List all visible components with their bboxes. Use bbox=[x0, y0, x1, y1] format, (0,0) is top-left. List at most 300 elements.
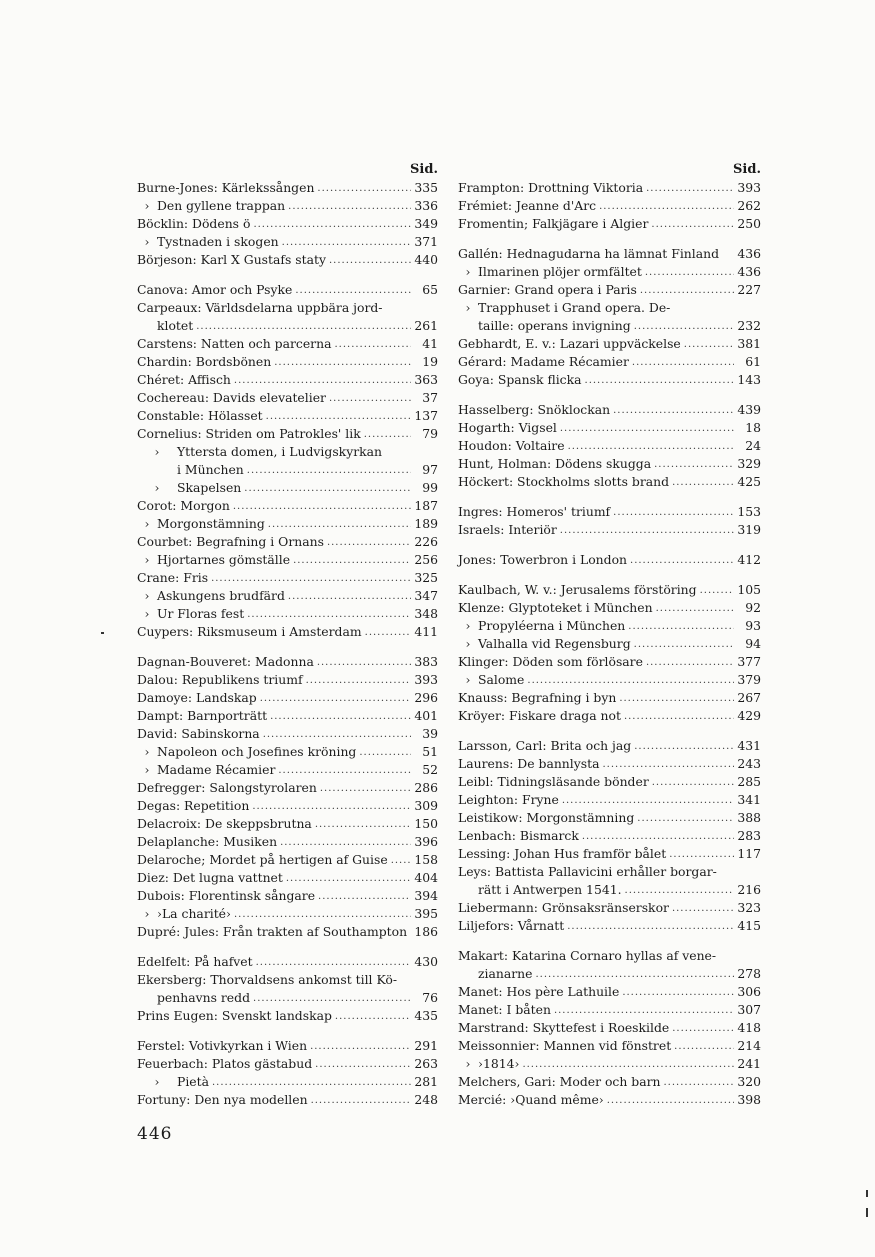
page-ref: 348 bbox=[414, 606, 438, 621]
page-ref: 381 bbox=[737, 336, 761, 351]
entry-title: Ingres: Homeros' triumf bbox=[458, 504, 611, 519]
entry-title: Höckert: Stockholms slotts brand bbox=[458, 474, 670, 489]
entry-title: Yttersta domen, i Ludvigskyrkan bbox=[177, 444, 382, 459]
page-ref: 411 bbox=[414, 624, 438, 639]
entry-title: Israels: Interiör bbox=[458, 522, 557, 537]
entry-title: Klenze: Glyptoteket i München bbox=[458, 600, 653, 615]
leader-dots bbox=[645, 265, 734, 281]
page-ref: 371 bbox=[414, 234, 438, 249]
index-entry bbox=[137, 671, 438, 689]
leader-dots bbox=[256, 955, 411, 971]
entry-title: Melchers, Gari: Moder och barn bbox=[458, 1074, 661, 1089]
page-ref: 189 bbox=[414, 516, 438, 531]
index-entry bbox=[458, 1019, 761, 1037]
leader-dots bbox=[672, 475, 734, 491]
index-entry bbox=[458, 581, 761, 599]
index-entry bbox=[458, 1037, 761, 1055]
page-ref: 439 bbox=[737, 402, 761, 417]
leader-dots bbox=[252, 799, 411, 815]
leader-dots bbox=[622, 985, 734, 1001]
index-entry bbox=[458, 635, 761, 653]
entry-title-continued: zianarne bbox=[478, 966, 533, 981]
entry-title: Marstrand: Skyttefest i Roeskilde bbox=[458, 1020, 670, 1035]
index-entry bbox=[137, 1007, 438, 1025]
leader-dots bbox=[335, 1009, 411, 1025]
leader-dots bbox=[212, 1075, 411, 1091]
index-entry bbox=[458, 755, 761, 773]
leader-dots bbox=[652, 775, 734, 791]
index-group bbox=[137, 1037, 438, 1109]
page-ref: 363 bbox=[414, 372, 438, 387]
entry-title: Leistikow: Morgonstämning bbox=[458, 810, 635, 825]
index-entry bbox=[458, 245, 761, 263]
entry-title: Askungens brudfärd bbox=[157, 588, 285, 603]
index-entry bbox=[137, 515, 438, 533]
leader-dots bbox=[233, 499, 411, 515]
leader-dots bbox=[310, 1039, 411, 1055]
index-entry bbox=[458, 401, 761, 419]
index-entry bbox=[137, 815, 438, 833]
index-entry bbox=[137, 233, 438, 251]
page-ref: 51 bbox=[422, 744, 438, 759]
entry-title: Hogarth: Vigsel bbox=[458, 420, 557, 435]
page-ref: 329 bbox=[737, 456, 761, 471]
entry-title-continued: taille: operans invigning bbox=[478, 318, 631, 333]
ditto-mark: › bbox=[465, 618, 471, 633]
leader-dots bbox=[527, 673, 734, 689]
entry-title: Meissonnier: Mannen vid fönstret bbox=[458, 1038, 672, 1053]
entry-title: Crane: Fris bbox=[137, 570, 209, 585]
entry-title: Leighton: Fryne bbox=[458, 792, 559, 807]
leader-dots bbox=[282, 235, 411, 251]
index-entry bbox=[137, 971, 438, 1007]
page-ref: 250 bbox=[737, 216, 761, 231]
index-column-right bbox=[458, 160, 761, 1109]
page-ref: 429 bbox=[737, 708, 761, 723]
index-entry bbox=[137, 533, 438, 551]
page-ref: 349 bbox=[414, 216, 438, 231]
entry-title: Dampt: Barnporträtt bbox=[137, 708, 268, 723]
index-entry bbox=[137, 923, 438, 941]
leader-dots bbox=[253, 217, 411, 233]
index-group bbox=[458, 551, 761, 569]
leader-dots bbox=[656, 601, 734, 617]
index-entry bbox=[137, 689, 438, 707]
entry-title: Cochereau: Davids elevatelier bbox=[137, 390, 326, 405]
page-ref: 319 bbox=[737, 522, 761, 537]
index-entry bbox=[137, 299, 438, 335]
ditto-mark: › bbox=[154, 1074, 160, 1089]
leader-dots bbox=[674, 1039, 734, 1055]
index-entry bbox=[137, 425, 438, 443]
index-entry bbox=[458, 773, 761, 791]
index-entry bbox=[137, 653, 438, 671]
entry-title: Dupré: Jules: Från trakten af Southampton bbox=[137, 924, 408, 939]
entry-title: Damoye: Landskap bbox=[137, 690, 257, 705]
entry-title: Diez: Det lugna vattnet bbox=[137, 870, 283, 885]
page-ref: 430 bbox=[414, 954, 438, 969]
leader-dots bbox=[630, 553, 734, 569]
leader-dots bbox=[317, 181, 411, 197]
ditto-mark: › bbox=[144, 198, 150, 213]
entry-title: Kröyer: Fiskare draga not bbox=[458, 708, 621, 723]
index-group bbox=[137, 179, 438, 269]
index-entry bbox=[137, 497, 438, 515]
ditto-mark: › bbox=[465, 1056, 471, 1071]
ditto-mark: › bbox=[144, 762, 150, 777]
index-entry bbox=[137, 251, 438, 269]
leader-dots bbox=[602, 757, 734, 773]
index-entry bbox=[137, 1073, 438, 1091]
leader-dots bbox=[247, 463, 411, 479]
entry-title: Degas: Repetition bbox=[137, 798, 250, 813]
sid-header-left: Sid. bbox=[410, 162, 438, 177]
page-ref: 263 bbox=[414, 1056, 438, 1071]
entry-title: Kaulbach, W. v.: Jerusalems förstöring bbox=[458, 582, 697, 597]
index-entry bbox=[458, 263, 761, 281]
index-entry bbox=[137, 587, 438, 605]
entry-title: Liljefors: Vårnatt bbox=[458, 918, 565, 933]
entry-title: Böcklin: Dödens ö bbox=[137, 216, 251, 231]
index-entry bbox=[458, 1091, 761, 1109]
index-entry bbox=[137, 725, 438, 743]
entry-title: Constable: Hölasset bbox=[137, 408, 263, 423]
leader-dots bbox=[270, 709, 411, 725]
index-entry bbox=[458, 737, 761, 755]
page-ref: 143 bbox=[737, 372, 761, 387]
page-ref: 137 bbox=[414, 408, 438, 423]
leader-dots bbox=[672, 1021, 734, 1037]
index-group bbox=[458, 401, 761, 491]
index-group bbox=[137, 953, 438, 1025]
page-ref: 186 bbox=[414, 924, 438, 939]
index-entry bbox=[137, 797, 438, 815]
page-ref: 94 bbox=[745, 636, 761, 651]
page-ref: 336 bbox=[414, 198, 438, 213]
leader-dots bbox=[263, 727, 411, 743]
index-group bbox=[137, 281, 438, 641]
entry-title: Defregger: Salongstyrolaren bbox=[137, 780, 317, 795]
leader-dots bbox=[582, 829, 734, 845]
index-entry bbox=[458, 455, 761, 473]
entry-title: Den gyllene trappan bbox=[157, 198, 286, 213]
page-ref: 395 bbox=[414, 906, 438, 921]
leader-dots bbox=[268, 517, 411, 533]
leader-dots bbox=[664, 1075, 735, 1091]
entry-title: Burne-Jones: Kärlekssången bbox=[137, 180, 315, 195]
page-ref: 393 bbox=[414, 672, 438, 687]
index-entry bbox=[137, 215, 438, 233]
index-entry bbox=[137, 707, 438, 725]
index-entry bbox=[137, 953, 438, 971]
leader-dots bbox=[568, 439, 734, 455]
leader-dots bbox=[364, 427, 411, 443]
index-group bbox=[458, 581, 761, 725]
index-entry bbox=[137, 833, 438, 851]
entry-title: Ferstel: Votivkyrkan i Wien bbox=[137, 1038, 308, 1053]
entry-title-continued: klotet bbox=[157, 318, 194, 333]
page-ref: 401 bbox=[414, 708, 438, 723]
index-entry bbox=[137, 623, 438, 641]
page-ref: 281 bbox=[414, 1074, 438, 1089]
ditto-mark: › bbox=[465, 300, 471, 315]
ditto-mark: › bbox=[465, 636, 471, 651]
index-entry bbox=[137, 335, 438, 353]
entry-title: Delaroche; Mordet på hertigen af Guise bbox=[137, 852, 388, 867]
leader-dots bbox=[274, 355, 411, 371]
index-entry bbox=[458, 689, 761, 707]
leader-dots bbox=[334, 337, 411, 353]
page-ref: 65 bbox=[422, 282, 438, 297]
entry-title: Morgonstämning bbox=[157, 516, 265, 531]
entry-title: Propyléerna i München bbox=[478, 618, 626, 633]
index-entry bbox=[137, 371, 438, 389]
entry-title: Makart: Katarina Cornaro hyllas af vene- bbox=[458, 948, 717, 963]
page-ref: 323 bbox=[737, 900, 761, 915]
entry-title: Frémiet: Jeanne d'Arc bbox=[458, 198, 597, 213]
index-entry bbox=[458, 437, 761, 455]
index-entry bbox=[137, 551, 438, 569]
page-ref: 79 bbox=[422, 426, 438, 441]
page-ref: 307 bbox=[737, 1002, 761, 1017]
index-entry bbox=[137, 407, 438, 425]
entry-title: Pietà bbox=[177, 1074, 209, 1089]
page-ref: 335 bbox=[414, 180, 438, 195]
leader-dots bbox=[247, 607, 411, 623]
index-entry bbox=[137, 1055, 438, 1073]
entry-title: Madame Récamier bbox=[157, 762, 276, 777]
leader-dots bbox=[318, 889, 411, 905]
page-ref: 227 bbox=[737, 282, 761, 297]
page-ref: 309 bbox=[414, 798, 438, 813]
index-entry bbox=[458, 617, 761, 635]
entry-title: Fortuny: Den nya modellen bbox=[137, 1092, 308, 1107]
index-entry bbox=[458, 707, 761, 725]
index-entry bbox=[137, 479, 438, 497]
ditto-mark: › bbox=[144, 606, 150, 621]
leader-dots bbox=[329, 253, 411, 269]
page-ref: 341 bbox=[737, 792, 761, 807]
index-entry bbox=[458, 335, 761, 353]
entry-title: Laurens: De bannlysta bbox=[458, 756, 600, 771]
page-ref: 248 bbox=[414, 1092, 438, 1107]
leader-dots bbox=[628, 619, 734, 635]
index-group bbox=[458, 503, 761, 539]
leader-dots bbox=[634, 319, 734, 335]
page-ref: 283 bbox=[737, 828, 761, 843]
entry-title: Delacroix: De skeppsbrutna bbox=[137, 816, 312, 831]
page-ref: 436 bbox=[737, 264, 761, 279]
page-ref: 18 bbox=[745, 420, 761, 435]
page-ref: 261 bbox=[414, 318, 438, 333]
leader-dots bbox=[234, 373, 411, 389]
scan-speck bbox=[866, 1208, 868, 1217]
index-entry bbox=[458, 371, 761, 389]
leader-dots bbox=[260, 691, 411, 707]
index-entry bbox=[458, 845, 761, 863]
leader-dots bbox=[560, 523, 734, 539]
index-entry bbox=[458, 671, 761, 689]
leader-dots bbox=[613, 505, 734, 521]
entry-title: Dagnan-Bouveret: Madonna bbox=[137, 654, 314, 669]
page-ref: 267 bbox=[737, 690, 761, 705]
leader-dots bbox=[280, 835, 411, 851]
entry-title: Manet: I båten bbox=[458, 1002, 551, 1017]
entry-title: Corot: Morgon bbox=[137, 498, 230, 513]
index-entry bbox=[458, 791, 761, 809]
index-entry bbox=[458, 473, 761, 491]
entry-title: Edelfelt: På hafvet bbox=[137, 954, 253, 969]
leader-dots bbox=[554, 1003, 734, 1019]
leader-dots bbox=[234, 907, 411, 923]
index-entry bbox=[137, 1091, 438, 1109]
entry-title: Feuerbach: Platos gästabud bbox=[137, 1056, 313, 1071]
entry-title: Chardin: Bordsbönen bbox=[137, 354, 272, 369]
index-entry bbox=[137, 353, 438, 371]
leader-dots bbox=[640, 283, 734, 299]
page-ref: 394 bbox=[414, 888, 438, 903]
page-ref: 388 bbox=[737, 810, 761, 825]
entry-title-continued: i München bbox=[177, 462, 244, 477]
leader-dots bbox=[244, 481, 411, 497]
entry-title: Carpeaux: Världsdelarna uppbära jord- bbox=[137, 300, 383, 315]
entry-title: Klinger: Döden som förlösare bbox=[458, 654, 643, 669]
entry-title: Napoleon och Josefines kröning bbox=[157, 744, 357, 759]
page-ref: 418 bbox=[737, 1020, 761, 1035]
page-ref: 153 bbox=[737, 504, 761, 519]
leader-dots bbox=[669, 847, 734, 863]
leader-dots bbox=[329, 391, 411, 407]
entry-title: Börjeson: Karl X Gustafs staty bbox=[137, 252, 326, 267]
leader-dots bbox=[625, 883, 734, 899]
entry-title: Leys: Battista Pallavicini erhåller borgar- bbox=[458, 864, 717, 879]
entry-title: Houdon: Voltaire bbox=[458, 438, 565, 453]
entry-title: Gallén: Hednagudarna ha lämnat Finland bbox=[458, 246, 720, 261]
leader-dots bbox=[320, 781, 411, 797]
page-ref: 278 bbox=[737, 966, 761, 981]
page-ref: 431 bbox=[737, 738, 761, 753]
index-group bbox=[458, 947, 761, 1109]
index-entry bbox=[137, 869, 438, 887]
entry-title: Canova: Amor och Psyke bbox=[137, 282, 293, 297]
leader-dots bbox=[365, 625, 411, 641]
index-entry bbox=[137, 1037, 438, 1055]
index-entry bbox=[458, 299, 761, 335]
entry-title: Lessing: Johan Hus framför bålet bbox=[458, 846, 667, 861]
index-entry bbox=[137, 887, 438, 905]
index-entry bbox=[458, 653, 761, 671]
entry-title: Gérard: Madame Récamier bbox=[458, 354, 629, 369]
page-ref: 214 bbox=[737, 1038, 761, 1053]
index-column-left bbox=[137, 160, 438, 1109]
index-entry bbox=[458, 179, 761, 197]
entry-title: ›La charité› bbox=[157, 906, 231, 921]
entry-title: Lenbach: Bismarck bbox=[458, 828, 579, 843]
index-entry bbox=[137, 605, 438, 623]
leader-dots bbox=[211, 571, 411, 587]
leader-dots bbox=[560, 421, 734, 437]
index-entry bbox=[137, 197, 438, 215]
entry-title: Skapelsen bbox=[177, 480, 242, 495]
page-ref: 232 bbox=[737, 318, 761, 333]
page-ref: 97 bbox=[422, 462, 438, 477]
index-entry bbox=[137, 743, 438, 761]
ditto-mark: › bbox=[144, 552, 150, 567]
leader-dots bbox=[624, 709, 734, 725]
page-ref: 99 bbox=[422, 480, 438, 495]
page-ref: 187 bbox=[414, 498, 438, 513]
leader-dots bbox=[359, 745, 411, 761]
leader-dots bbox=[317, 655, 411, 671]
entry-title: Knauss: Begrafning i byn bbox=[458, 690, 617, 705]
leader-dots bbox=[599, 199, 734, 215]
ditto-mark: › bbox=[144, 906, 150, 921]
page-ref: 226 bbox=[414, 534, 438, 549]
index-entry bbox=[458, 809, 761, 827]
entry-title: Hasselberg: Snöklockan bbox=[458, 402, 611, 417]
entry-title: Ekersberg: Thorvaldsens ankomst till Kö- bbox=[137, 972, 398, 987]
leader-dots bbox=[315, 1057, 411, 1073]
leader-dots bbox=[295, 283, 411, 299]
ditto-mark: › bbox=[144, 744, 150, 759]
page-ref: 24 bbox=[745, 438, 761, 453]
leader-dots bbox=[266, 409, 411, 425]
entry-title: Leibl: Tidningsläsande bönder bbox=[458, 774, 649, 789]
page-ref: 105 bbox=[737, 582, 761, 597]
page-ref: 412 bbox=[737, 552, 761, 567]
entry-title: David: Sabinskorna bbox=[137, 726, 260, 741]
page-ref: 306 bbox=[737, 984, 761, 999]
page-ref: 398 bbox=[737, 1092, 761, 1107]
index-entry bbox=[458, 917, 761, 935]
leader-dots bbox=[672, 901, 734, 917]
entry-title: Valhalla vid Regensburg bbox=[478, 636, 631, 651]
entry-title: ›1814› bbox=[478, 1056, 520, 1071]
entry-title: Liebermann: Grönsaksränserskor bbox=[458, 900, 669, 915]
entry-title: Cuypers: Riksmuseum i Amsterdam bbox=[137, 624, 362, 639]
leader-dots bbox=[286, 871, 411, 887]
index-entry bbox=[458, 1073, 761, 1091]
leader-dots bbox=[607, 1093, 734, 1109]
leader-dots bbox=[634, 637, 734, 653]
entry-title: Fromentin; Falkjägare i Algier bbox=[458, 216, 649, 231]
page-ref: 262 bbox=[737, 198, 761, 213]
page-ref: 158 bbox=[414, 852, 438, 867]
entry-title: Dalou: Republikens triumf bbox=[137, 672, 303, 687]
scan-speck bbox=[101, 632, 104, 634]
right-entries bbox=[458, 179, 761, 1109]
index-entry bbox=[458, 419, 761, 437]
entry-title: Salome bbox=[478, 672, 525, 687]
index-entry bbox=[137, 779, 438, 797]
index-entry bbox=[137, 569, 438, 587]
entry-title: Ur Floras fest bbox=[157, 606, 245, 621]
entry-title: Dubois: Florentinsk sångare bbox=[137, 888, 316, 903]
entry-title: Tystnaden i skogen bbox=[157, 234, 279, 249]
entry-title: Gebhardt, E. v.: Lazari uppväckelse bbox=[458, 336, 681, 351]
page-ref: 404 bbox=[414, 870, 438, 885]
index-entry bbox=[458, 1001, 761, 1019]
index-entry bbox=[458, 983, 761, 1001]
entry-title: Goya: Spansk flicka bbox=[458, 372, 582, 387]
entry-title: Larsson, Carl: Brita och jag bbox=[458, 738, 632, 753]
leader-dots bbox=[306, 673, 411, 689]
leader-dots bbox=[637, 811, 734, 827]
page-ref: 76 bbox=[422, 990, 438, 1005]
ditto-mark: › bbox=[144, 234, 150, 249]
index-entry bbox=[458, 281, 761, 299]
entry-title: Garnier: Grand opera i Paris bbox=[458, 282, 637, 297]
